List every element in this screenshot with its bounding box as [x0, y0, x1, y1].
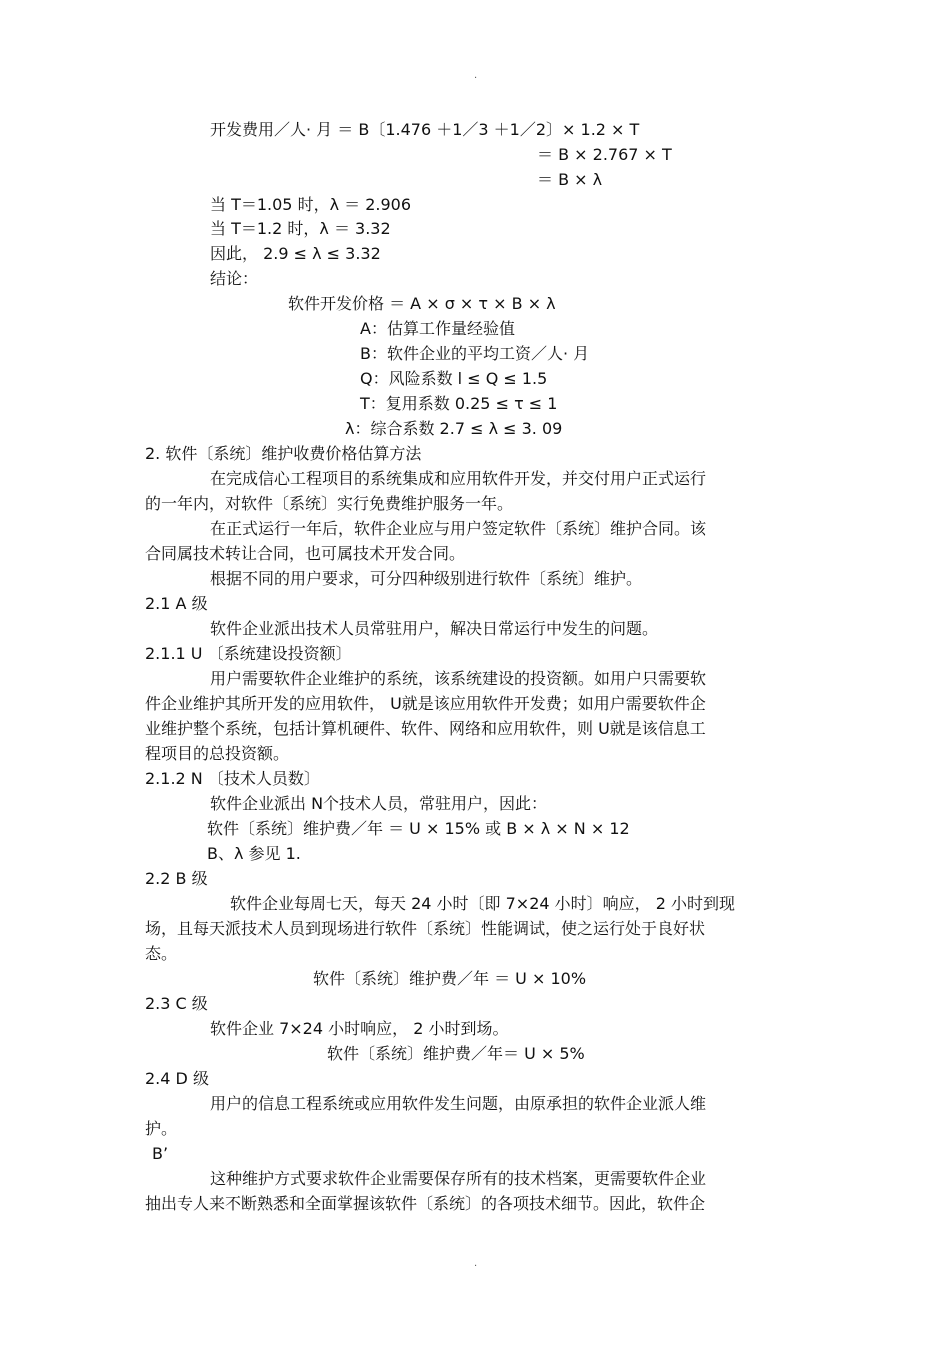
text-line: B、λ 参见 1.	[207, 844, 301, 863]
definition-line: A：估算工作量经验值	[360, 319, 515, 338]
text-line: 根据不同的用户要求，可分四种级别进行软件〔系统〕维护。	[210, 569, 643, 588]
text-line: 结论：	[210, 269, 259, 288]
text-line: 当 T＝1.05 时，λ ＝ 2.906	[210, 195, 412, 214]
text-line: 业维护整个系统，包括计算机硬件、软件、网络和应用软件，则 U就是该信息工	[145, 719, 706, 738]
text-line: 程项目的总投资额。	[145, 744, 290, 763]
section-heading: 2.4 D 级	[145, 1069, 209, 1088]
definition-line: λ：综合系数 2.7 ≤ λ ≤ 3. 09	[345, 419, 563, 438]
text-line: 合同属技术转让合同，也可属技术开发合同。	[145, 544, 466, 563]
text-line: B’	[152, 1144, 169, 1163]
section-heading: 2.1.1 U 〔系统建设投资额〕	[145, 644, 352, 663]
text-line: 抽出专人来不断熟悉和全面掌握该软件〔系统〕的各项技术细节。因此，软件企	[145, 1194, 706, 1213]
text-line: 件企业维护其所开发的应用软件， U就是该应用软件开发费；如用户需要软件企	[145, 694, 706, 713]
text-line: 在完成信心工程项目的系统集成和应用软件开发，并交付用户正式运行	[210, 469, 707, 488]
formula-line: 软件〔系统〕维护费／年 ＝ U × 15% 或 B × λ × N × 12	[207, 819, 630, 838]
text-line: 当 T＝1.2 时，λ ＝ 3.32	[210, 219, 391, 238]
text-line: 这种维护方式要求软件企业需要保存所有的技术档案，更需要软件企业	[210, 1169, 707, 1188]
formula-line: 软件开发价格 ＝ A × σ × τ × B × λ	[288, 294, 556, 313]
text-line: 的一年内，对软件〔系统〕实行免费维护服务一年。	[145, 494, 514, 513]
text-line: 场，且每天派技术人员到现场进行软件〔系统〕性能调试，使之运行处于良好状	[145, 919, 706, 938]
text-line: ＝ B × 2.767 × T	[537, 145, 672, 164]
text-line: 态。	[145, 944, 178, 963]
definition-line: Q：风险系数 l ≤ Q ≤ 1.5	[360, 369, 548, 388]
text-line: 在正式运行一年后，软件企业应与用户签定软件〔系统〕维护合同。该	[210, 519, 707, 538]
section-heading: 2.1.2 N 〔技术人员数〕	[145, 769, 320, 788]
section-heading: 2.2 B 级	[145, 869, 208, 888]
header-dot: .	[474, 70, 478, 81]
text-line: 用户需要软件企业维护的系统，该系统建设的投资额。如用户只需要软	[210, 669, 707, 688]
text-line: 用户的信息工程系统或应用软件发生问题，由原承担的软件企业派人维	[210, 1094, 707, 1113]
formula-line: 软件〔系统〕维护费／年 ＝ U × 10%	[313, 969, 587, 988]
text-line: 护。	[145, 1119, 178, 1138]
text-line: 软件企业 7×24 小时响应， 2 小时到场。	[210, 1019, 509, 1038]
text-line: 因此， 2.9 ≤ λ ≤ 3.32	[210, 244, 381, 263]
text-line: 开发费用／人· 月 ＝ B〔1.476 ＋1／3 ＋1／2〕× 1.2 × T	[210, 120, 640, 139]
formula-line: 软件〔系统〕维护费／年＝ U × 5%	[327, 1044, 585, 1063]
definition-line: T：复用系数 0.25 ≤ τ ≤ 1	[360, 394, 558, 413]
text-line: 软件企业派出技术人员常驻用户，解决日常运行中发生的问题。	[210, 619, 659, 638]
footer-dot: .	[474, 1258, 478, 1269]
definition-line: B：软件企业的平均工资／人· 月	[360, 344, 590, 363]
text-line: 软件企业派出 N个技术人员，常驻用户，因此：	[210, 794, 548, 813]
section-heading: 2. 软件〔系统〕维护收费价格估算方法	[145, 444, 422, 463]
section-heading: 2.1 A 级	[145, 594, 208, 613]
text-line: 软件企业每周七天，每天 24 小时〔即 7×24 小时〕响应， 2 小时到现	[230, 894, 736, 913]
section-heading: 2.3 C 级	[145, 994, 208, 1013]
text-line: ＝ B × λ	[537, 170, 603, 189]
